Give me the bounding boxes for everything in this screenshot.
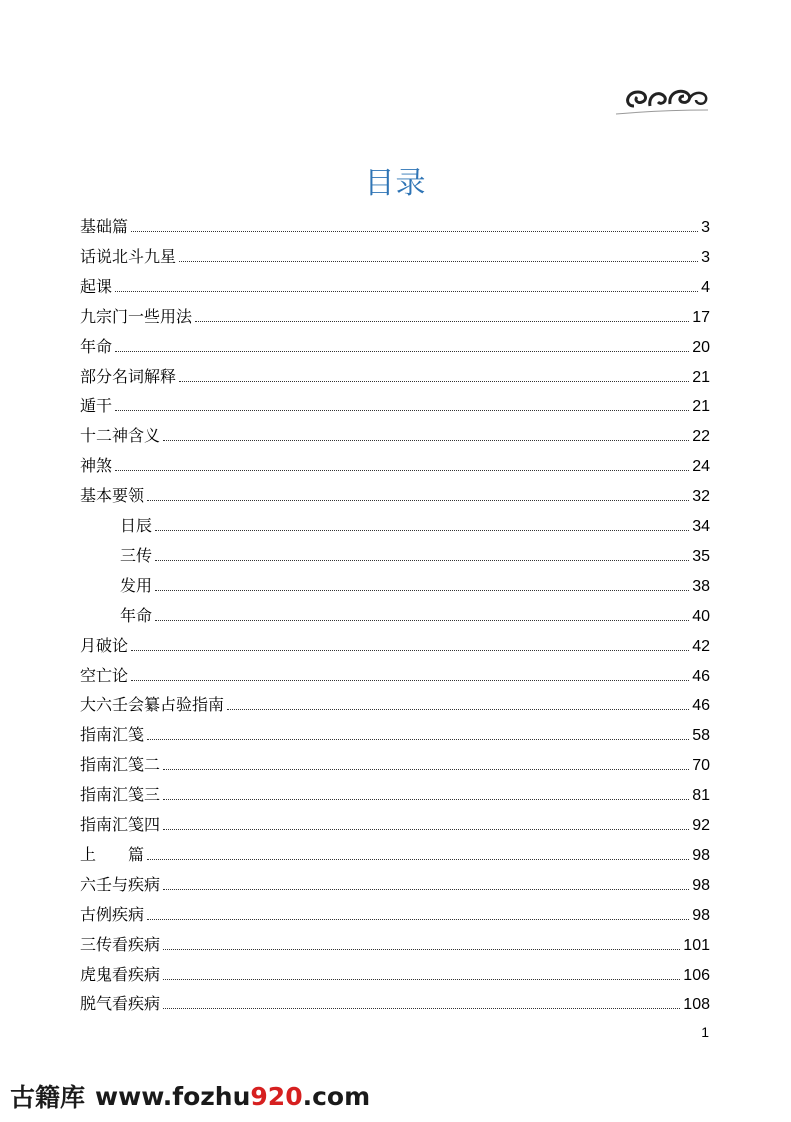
toc-entry-page: 32 <box>692 488 710 506</box>
toc-entry[interactable] <box>80 273 710 297</box>
toc-entry[interactable] <box>80 721 710 745</box>
toc-dot-leader <box>155 619 689 621</box>
toc-entry-title: 基本要领 <box>80 486 145 506</box>
toc-entry[interactable] <box>80 871 710 895</box>
page-title: 目录 <box>364 166 427 201</box>
toc-dot-leader <box>179 380 689 382</box>
toc-entry-title: 空亡论 <box>80 665 129 685</box>
toc-entry-page: 17 <box>692 308 710 326</box>
toc-dot-leader <box>163 439 689 441</box>
toc-entry[interactable] <box>80 392 710 416</box>
toc-entry[interactable] <box>120 542 710 566</box>
toc-entry-title: 上 篇 <box>80 844 145 864</box>
toc-entry-page: 42 <box>692 637 710 655</box>
toc-entry-title: 十二神含义 <box>80 426 161 446</box>
toc-entry-title: 年命 <box>120 605 153 625</box>
toc-entry-title: 脱气看疾病 <box>80 994 161 1014</box>
toc-entry-page: 58 <box>692 727 710 745</box>
toc-entry-page: 81 <box>692 787 710 805</box>
toc-dot-leader <box>155 589 689 591</box>
toc-dot-leader <box>163 888 689 890</box>
toc-entry-page: 101 <box>683 936 710 954</box>
toc-entry-page: 24 <box>692 458 710 476</box>
toc-entry[interactable] <box>80 632 710 656</box>
toc-entry-page: 3 <box>701 248 710 266</box>
toc-entry-title: 起课 <box>80 276 113 296</box>
toc-entry-page: 3 <box>701 219 710 236</box>
toc-entry[interactable] <box>80 990 710 1014</box>
toc-dot-leader <box>131 649 689 651</box>
toc-entry-page: 46 <box>692 667 710 685</box>
toc-entry-page: 21 <box>692 368 710 386</box>
toc-entry[interactable] <box>120 572 710 596</box>
toc-entry-page: 106 <box>683 966 710 984</box>
toc-entry[interactable] <box>80 363 710 387</box>
toc-entry-title: 发用 <box>120 575 153 595</box>
toc-dot-leader <box>131 230 698 232</box>
toc-entry-title: 指南汇笺 <box>80 725 145 745</box>
toc-entry[interactable] <box>120 602 710 626</box>
toc-dot-leader <box>195 320 689 322</box>
toc-entry[interactable] <box>80 961 710 985</box>
toc-entry-page: 4 <box>701 278 710 296</box>
toc-dot-leader <box>147 738 689 740</box>
toc-entry[interactable] <box>80 243 710 267</box>
watermark-url-number: 920 <box>250 1081 303 1111</box>
toc-dot-leader <box>155 559 689 561</box>
toc-entry-page: 70 <box>692 757 710 775</box>
toc-entry[interactable] <box>80 452 710 476</box>
watermark <box>10 1078 370 1114</box>
toc-dot-leader <box>147 499 689 501</box>
toc-entry-title: 话说北斗九星 <box>80 246 177 266</box>
watermark-chinese: 古籍库 <box>10 1083 86 1112</box>
toc-entry-page: 92 <box>692 817 710 834</box>
toc-entry-page: 40 <box>692 607 710 625</box>
toc-dot-leader <box>163 978 680 980</box>
toc-dot-leader <box>147 858 689 860</box>
toc-dot-leader <box>179 260 698 262</box>
toc-entry[interactable] <box>80 841 710 865</box>
toc-entry-page: 98 <box>692 876 710 894</box>
toc-entry[interactable] <box>80 213 710 237</box>
toc-entry[interactable] <box>80 482 710 506</box>
toc-entry-title: 年命 <box>80 336 113 356</box>
toc-dot-leader <box>163 1007 680 1009</box>
toc-entry-title: 指南汇笺四 <box>80 815 161 834</box>
toc-entry-page: 46 <box>692 697 710 715</box>
toc-dot-leader <box>155 529 689 531</box>
toc-entry-page: 38 <box>692 577 710 595</box>
toc-entry-title: 指南汇笺三 <box>80 785 161 805</box>
toc-dot-leader <box>131 679 689 681</box>
toc-dot-leader <box>163 828 689 830</box>
toc-dot-leader <box>115 469 689 471</box>
toc-entry-title: 虎鬼看疾病 <box>80 964 161 984</box>
toc-entry-title: 月破论 <box>80 635 129 655</box>
toc-entry-title: 遁干 <box>80 396 113 416</box>
toc-entry-page: 98 <box>692 846 710 864</box>
toc-entry-page: 35 <box>692 547 710 565</box>
toc-entry-title: 指南汇笺二 <box>80 755 161 775</box>
toc-dot-leader <box>115 290 698 292</box>
toc-entry-page: 98 <box>692 906 710 924</box>
toc-entry-page: 108 <box>683 996 710 1014</box>
toc-dot-leader <box>163 798 689 800</box>
toc-dot-leader <box>115 409 689 411</box>
toc-entry[interactable] <box>80 931 710 955</box>
toc-entry[interactable] <box>80 811 710 835</box>
toc-dot-leader <box>163 768 689 770</box>
toc-entry-title: 基础篇 <box>80 217 129 236</box>
toc-entry-title: 九宗门一些用法 <box>80 306 193 326</box>
toc-entry[interactable] <box>120 512 710 536</box>
toc-entry[interactable] <box>80 333 710 357</box>
toc-dot-leader <box>115 350 689 352</box>
toc-entry-title: 日辰 <box>120 516 153 535</box>
toc-entry-title: 三传看疾病 <box>80 934 161 954</box>
toc-entry-title: 六壬与疾病 <box>80 874 161 894</box>
page-number: 1 <box>701 1024 709 1040</box>
cloud-scroll-logo-icon <box>612 80 712 120</box>
toc-dot-leader <box>163 948 680 950</box>
toc-entry-page: 21 <box>692 398 710 416</box>
toc-dot-leader <box>147 918 689 920</box>
toc-entry-page: 34 <box>692 518 710 535</box>
toc-entry[interactable] <box>80 662 710 686</box>
toc-entry[interactable] <box>80 901 710 925</box>
toc-entry[interactable] <box>80 751 710 775</box>
toc-entry-title: 神煞 <box>80 456 113 476</box>
toc-entry-title: 大六壬会纂占验指南 <box>80 695 225 715</box>
toc-entry-title: 古例疾病 <box>80 904 145 924</box>
toc-entry-page: 22 <box>692 428 710 446</box>
toc-entry[interactable] <box>80 691 710 715</box>
watermark-url-suffix: .com <box>302 1081 371 1111</box>
toc-entry-page: 20 <box>692 338 710 356</box>
toc-entry[interactable] <box>80 303 710 327</box>
toc-entry[interactable] <box>80 781 710 805</box>
toc-entry[interactable] <box>80 422 710 446</box>
toc-entry-title: 部分名词解释 <box>80 366 177 386</box>
toc-entry-title: 三传 <box>120 545 153 565</box>
watermark-url-prefix: www.fozhu <box>95 1081 251 1111</box>
toc-dot-leader <box>227 708 689 710</box>
